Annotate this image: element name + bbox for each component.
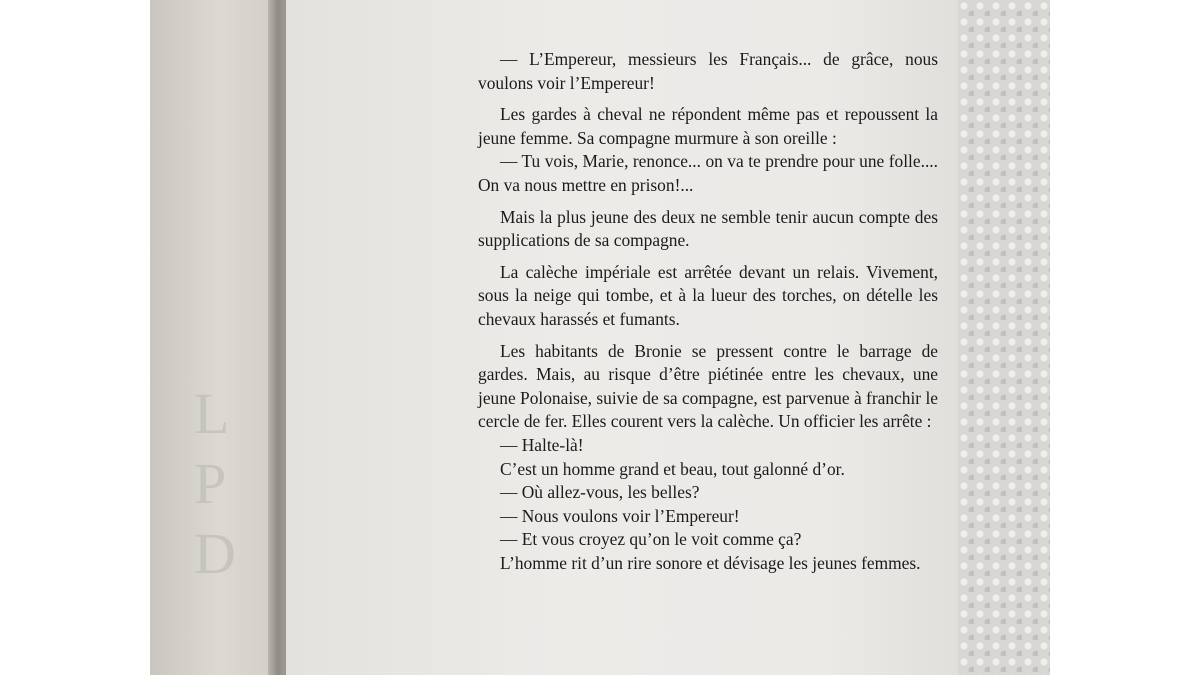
show-through-letter: P	[194, 451, 227, 516]
show-through-letter: L	[194, 381, 230, 446]
fabric-background	[958, 0, 1050, 675]
paragraph: Les gardes à cheval ne répondent même pas et repoussent la jeune femme. Sa compagne murmure à son oreille :	[478, 104, 938, 148]
paragraph: C’est un homme grand et beau, tout galonné d’or.	[500, 458, 845, 479]
paragraph: — Halte-là!	[500, 434, 584, 455]
left-page	[150, 0, 275, 675]
right-page	[286, 0, 958, 675]
show-through-letter: D	[194, 521, 236, 586]
paragraph: Mais la plus jeune des deux ne semble tenir aucun compte des supplications de sa compagne.	[478, 206, 938, 251]
paragraph: — Nous voulons voir l’Empereur!	[500, 505, 740, 526]
paragraph: L’homme rit d’un rire sonore et dévisage les jeunes femmes.	[500, 552, 921, 573]
paragraph: Les habitants de Bronie se pressent contre le barrage de gardes. Mais, au risque d’être piétinée entre les chevaux, une jeune Polonaise, suivie de sa compagne, est parvenue à franchir le cercle de fer. Elles courent vers la calèche. Un officier les arrête :	[478, 340, 938, 432]
paragraph: — Et vous croyez qu’on le voit comme ça?	[500, 529, 802, 550]
paragraph: La calèche impériale est arrêtée devant un relais. Vivement, sous la neige qui tombe, et à la lueur des torches, on dételle les chevaux harassés et fumants.	[478, 261, 938, 329]
paragraph: — L’Empereur, messieurs les Français... de grâce, nous voulons voir l’Empereur!	[478, 49, 938, 93]
page-text	[478, 48, 938, 575]
paragraph: — Où allez-vous, les belles?	[500, 482, 700, 503]
paragraph: — Tu vois, Marie, renonce... on va te prendre pour une folle.... On va nous mettre en prison!...	[478, 151, 938, 195]
book-photo	[150, 0, 1050, 675]
